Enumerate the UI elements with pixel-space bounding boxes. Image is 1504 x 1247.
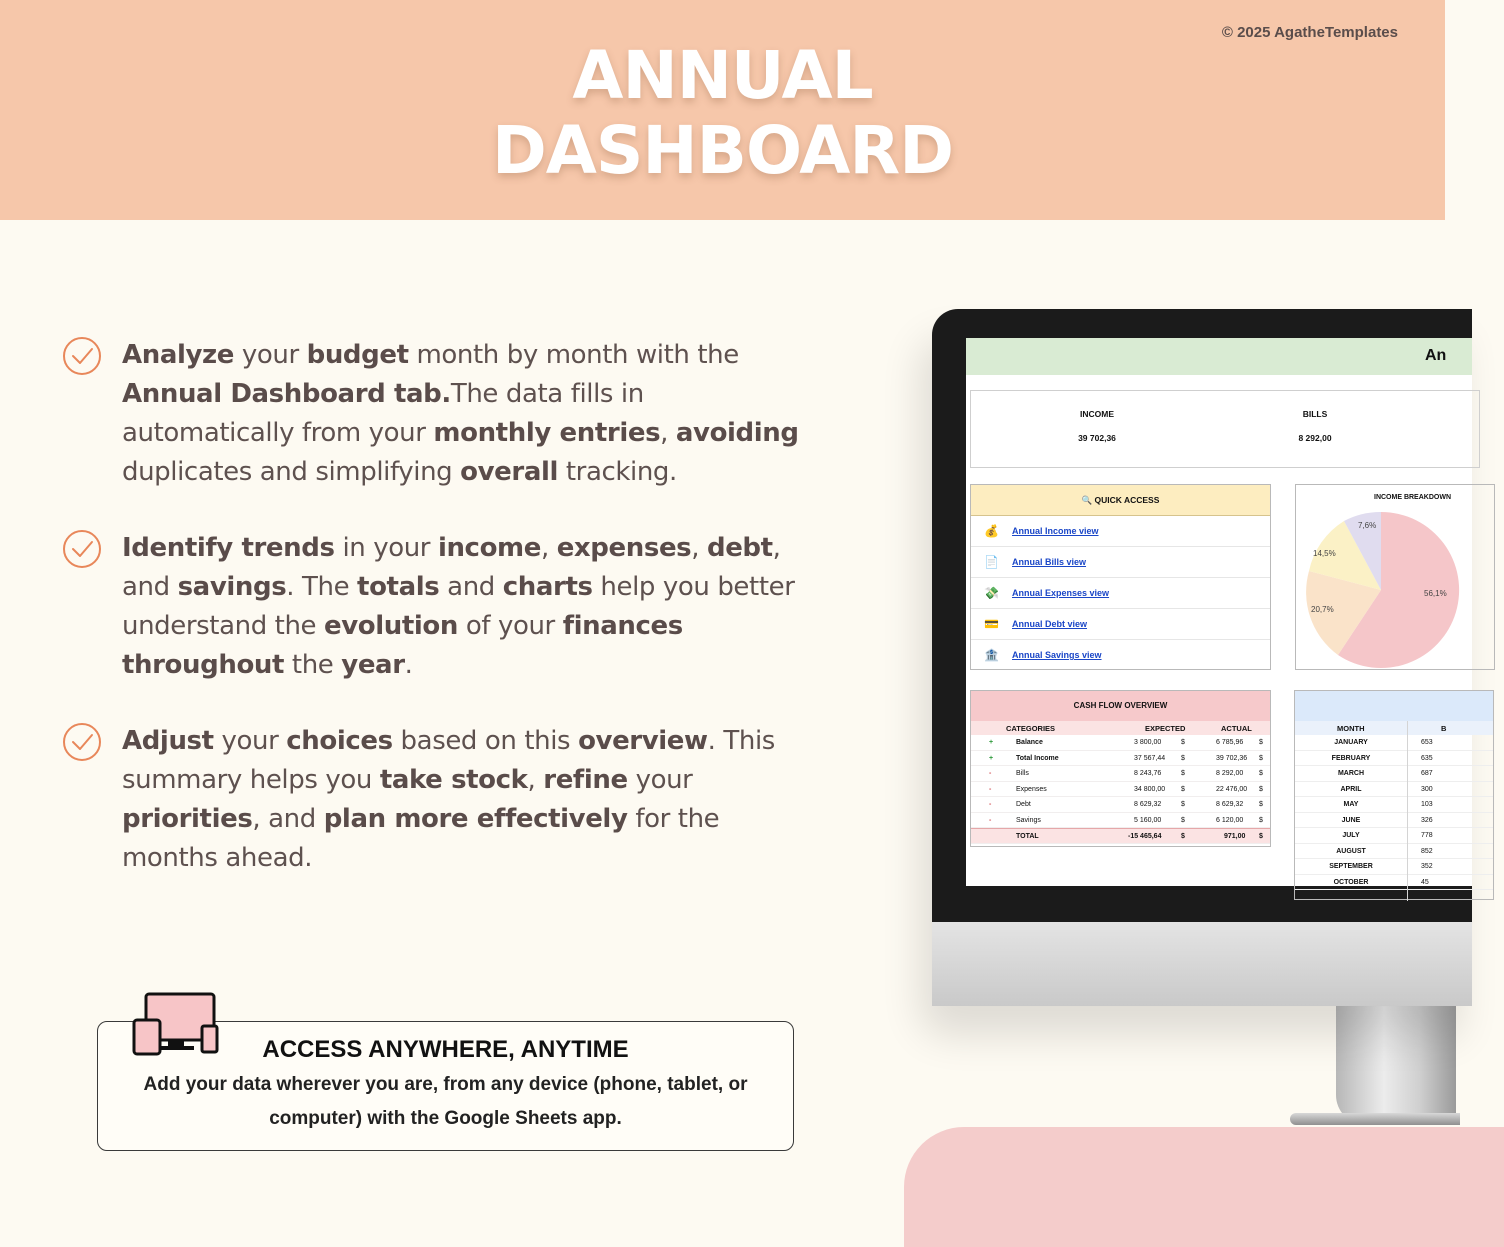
table-row: FEBRUARY 635 <box>1295 751 1493 767</box>
table-row: - Debt 8 629,32 $ 8 629,32 $ <box>971 797 1270 813</box>
credit-card-icon: 💳 <box>984 617 999 631</box>
table-row: JANUARY 653 <box>1295 735 1493 751</box>
chart-title: INCOME BREAKDOWN <box>1374 494 1451 501</box>
feature-text: Adjust your choices based on this overview. This summary helps you take stock, refine your priorities, and plan more effectively for the months ahead. <box>122 726 775 873</box>
bill-icon: 📄 <box>984 555 999 569</box>
quick-access-panel <box>970 484 1271 670</box>
page-title-line1: ANNUAL <box>572 37 873 114</box>
table-row: - Bills 8 243,76 $ 8 292,00 $ <box>971 766 1270 782</box>
kpi-bills-label: BILLS <box>1302 409 1328 419</box>
monitor-chin <box>932 922 1472 1006</box>
table-row: AUGUST 852 <box>1295 844 1493 860</box>
pie-label: 7,6% <box>1358 521 1377 530</box>
col-actual: ACTUAL <box>1221 724 1252 733</box>
check-circle-icon <box>62 529 102 569</box>
quick-access-row[interactable] <box>971 547 1270 578</box>
link-annual-savings[interactable]: Annual Savings view <box>1012 650 1102 660</box>
feature-item <box>62 336 822 492</box>
monitor-base <box>1290 1113 1460 1125</box>
table-row: SEPTEMBER 352 <box>1295 859 1493 875</box>
money-wings-icon: 💸 <box>984 586 999 600</box>
table-row: MARCH 687 <box>1295 766 1493 782</box>
kpi-income-value: 39 702,36 <box>1078 433 1116 443</box>
pie-label: 20,7% <box>1311 605 1334 614</box>
header-banner <box>0 0 1445 220</box>
cash-flow-table <box>970 690 1271 847</box>
copyright-text: © 2025 AgatheTemplates <box>1221 24 1398 41</box>
col-month: MONTH <box>1337 724 1365 733</box>
table-row: - Expenses 34 800,00 $ 22 476,00 $ <box>971 782 1270 798</box>
table-row: OCTOBER 45 <box>1295 875 1493 891</box>
table-row: APRIL 300 <box>1295 782 1493 798</box>
link-annual-debt[interactable]: Annual Debt view <box>1012 619 1088 629</box>
feature-text: Analyze your budget month by month with the Annual Dashboard tab.The data fills in automatically from your monthly entries, avoiding duplicates and simplifying overall tracking. <box>122 340 799 487</box>
link-annual-income[interactable]: Annual Income view <box>1012 526 1099 536</box>
sheet-title: An <box>1425 347 1447 364</box>
cash-flow-header <box>971 721 1270 735</box>
access-text: Add your data wherever you are, from any device (phone, tablet, or computer) with the Google Sheets app. <box>143 1074 748 1129</box>
pie-label: 56,1% <box>1424 589 1447 598</box>
table-row: JULY 778 <box>1295 828 1493 844</box>
quick-access-title: 🔍 QUICK ACCESS <box>971 485 1270 516</box>
quick-access-row[interactable] <box>971 578 1270 609</box>
table-row: - Savings 5 160,00 $ 6 120,00 $ <box>971 813 1270 829</box>
check-circle-icon <box>62 722 102 762</box>
table-row: + Total Income 37 567,44 $ 39 702,36 $ <box>971 751 1270 767</box>
link-annual-expenses[interactable]: Annual Expenses view <box>1012 588 1110 598</box>
monthly-table-header <box>1295 721 1493 735</box>
col-categories: CATEGORIES <box>1006 724 1056 733</box>
monthly-table <box>1294 690 1494 900</box>
table-row: JUNE 326 <box>1295 813 1493 829</box>
link-annual-bills[interactable]: Annual Bills view <box>1012 557 1087 567</box>
monitor-stand <box>1336 990 1456 1125</box>
total-row: TOTAL -15 465,64 $ 971,00 $ <box>971 828 1270 844</box>
kpi-panel <box>970 390 1480 468</box>
quick-access-row[interactable] <box>971 609 1270 640</box>
col-expected: EXPECTED <box>1145 724 1186 733</box>
sheet-title-bar <box>966 338 1472 375</box>
cash-flow-title: CASH FLOW OVERVIEW <box>971 691 1270 721</box>
access-title: ACCESS ANYWHERE, ANYTIME <box>262 1036 629 1063</box>
page-title-line2: DASHBOARD <box>492 112 953 189</box>
pie-label: 14,5% <box>1313 549 1336 558</box>
monitor-mockup <box>932 309 1472 1006</box>
kpi-bills-value: 8 292,00 <box>1298 433 1332 443</box>
pie-chart <box>1306 509 1476 669</box>
bank-icon: 🏦 <box>984 648 999 662</box>
feature-item <box>62 722 822 878</box>
monthly-table-title <box>1295 691 1493 721</box>
table-row: + Balance 3 800,00 $ 6 785,96 $ <box>971 735 1270 751</box>
col-b: B <box>1441 724 1447 733</box>
spreadsheet-screen <box>966 338 1472 886</box>
feature-text: Identify trends in your income, expenses, debt, and savings. The totals and charts help you better understand the evolution of your finances throughout the year. <box>122 533 795 680</box>
column-divider <box>1407 721 1408 901</box>
feature-list <box>62 336 822 915</box>
decorative-blob <box>904 1127 1504 1247</box>
quick-access-row[interactable] <box>971 516 1270 547</box>
kpi-income-label: INCOME <box>1080 409 1114 419</box>
monthly-rows <box>1295 735 1493 890</box>
devices-icon <box>130 990 222 1056</box>
feature-item <box>62 529 822 685</box>
income-breakdown-chart <box>1295 484 1495 670</box>
table-row: MAY 103 <box>1295 797 1493 813</box>
cash-flow-rows <box>971 735 1270 844</box>
money-bag-icon: 💰 <box>984 524 999 538</box>
check-circle-icon <box>62 336 102 376</box>
quick-access-row[interactable] <box>971 640 1270 671</box>
